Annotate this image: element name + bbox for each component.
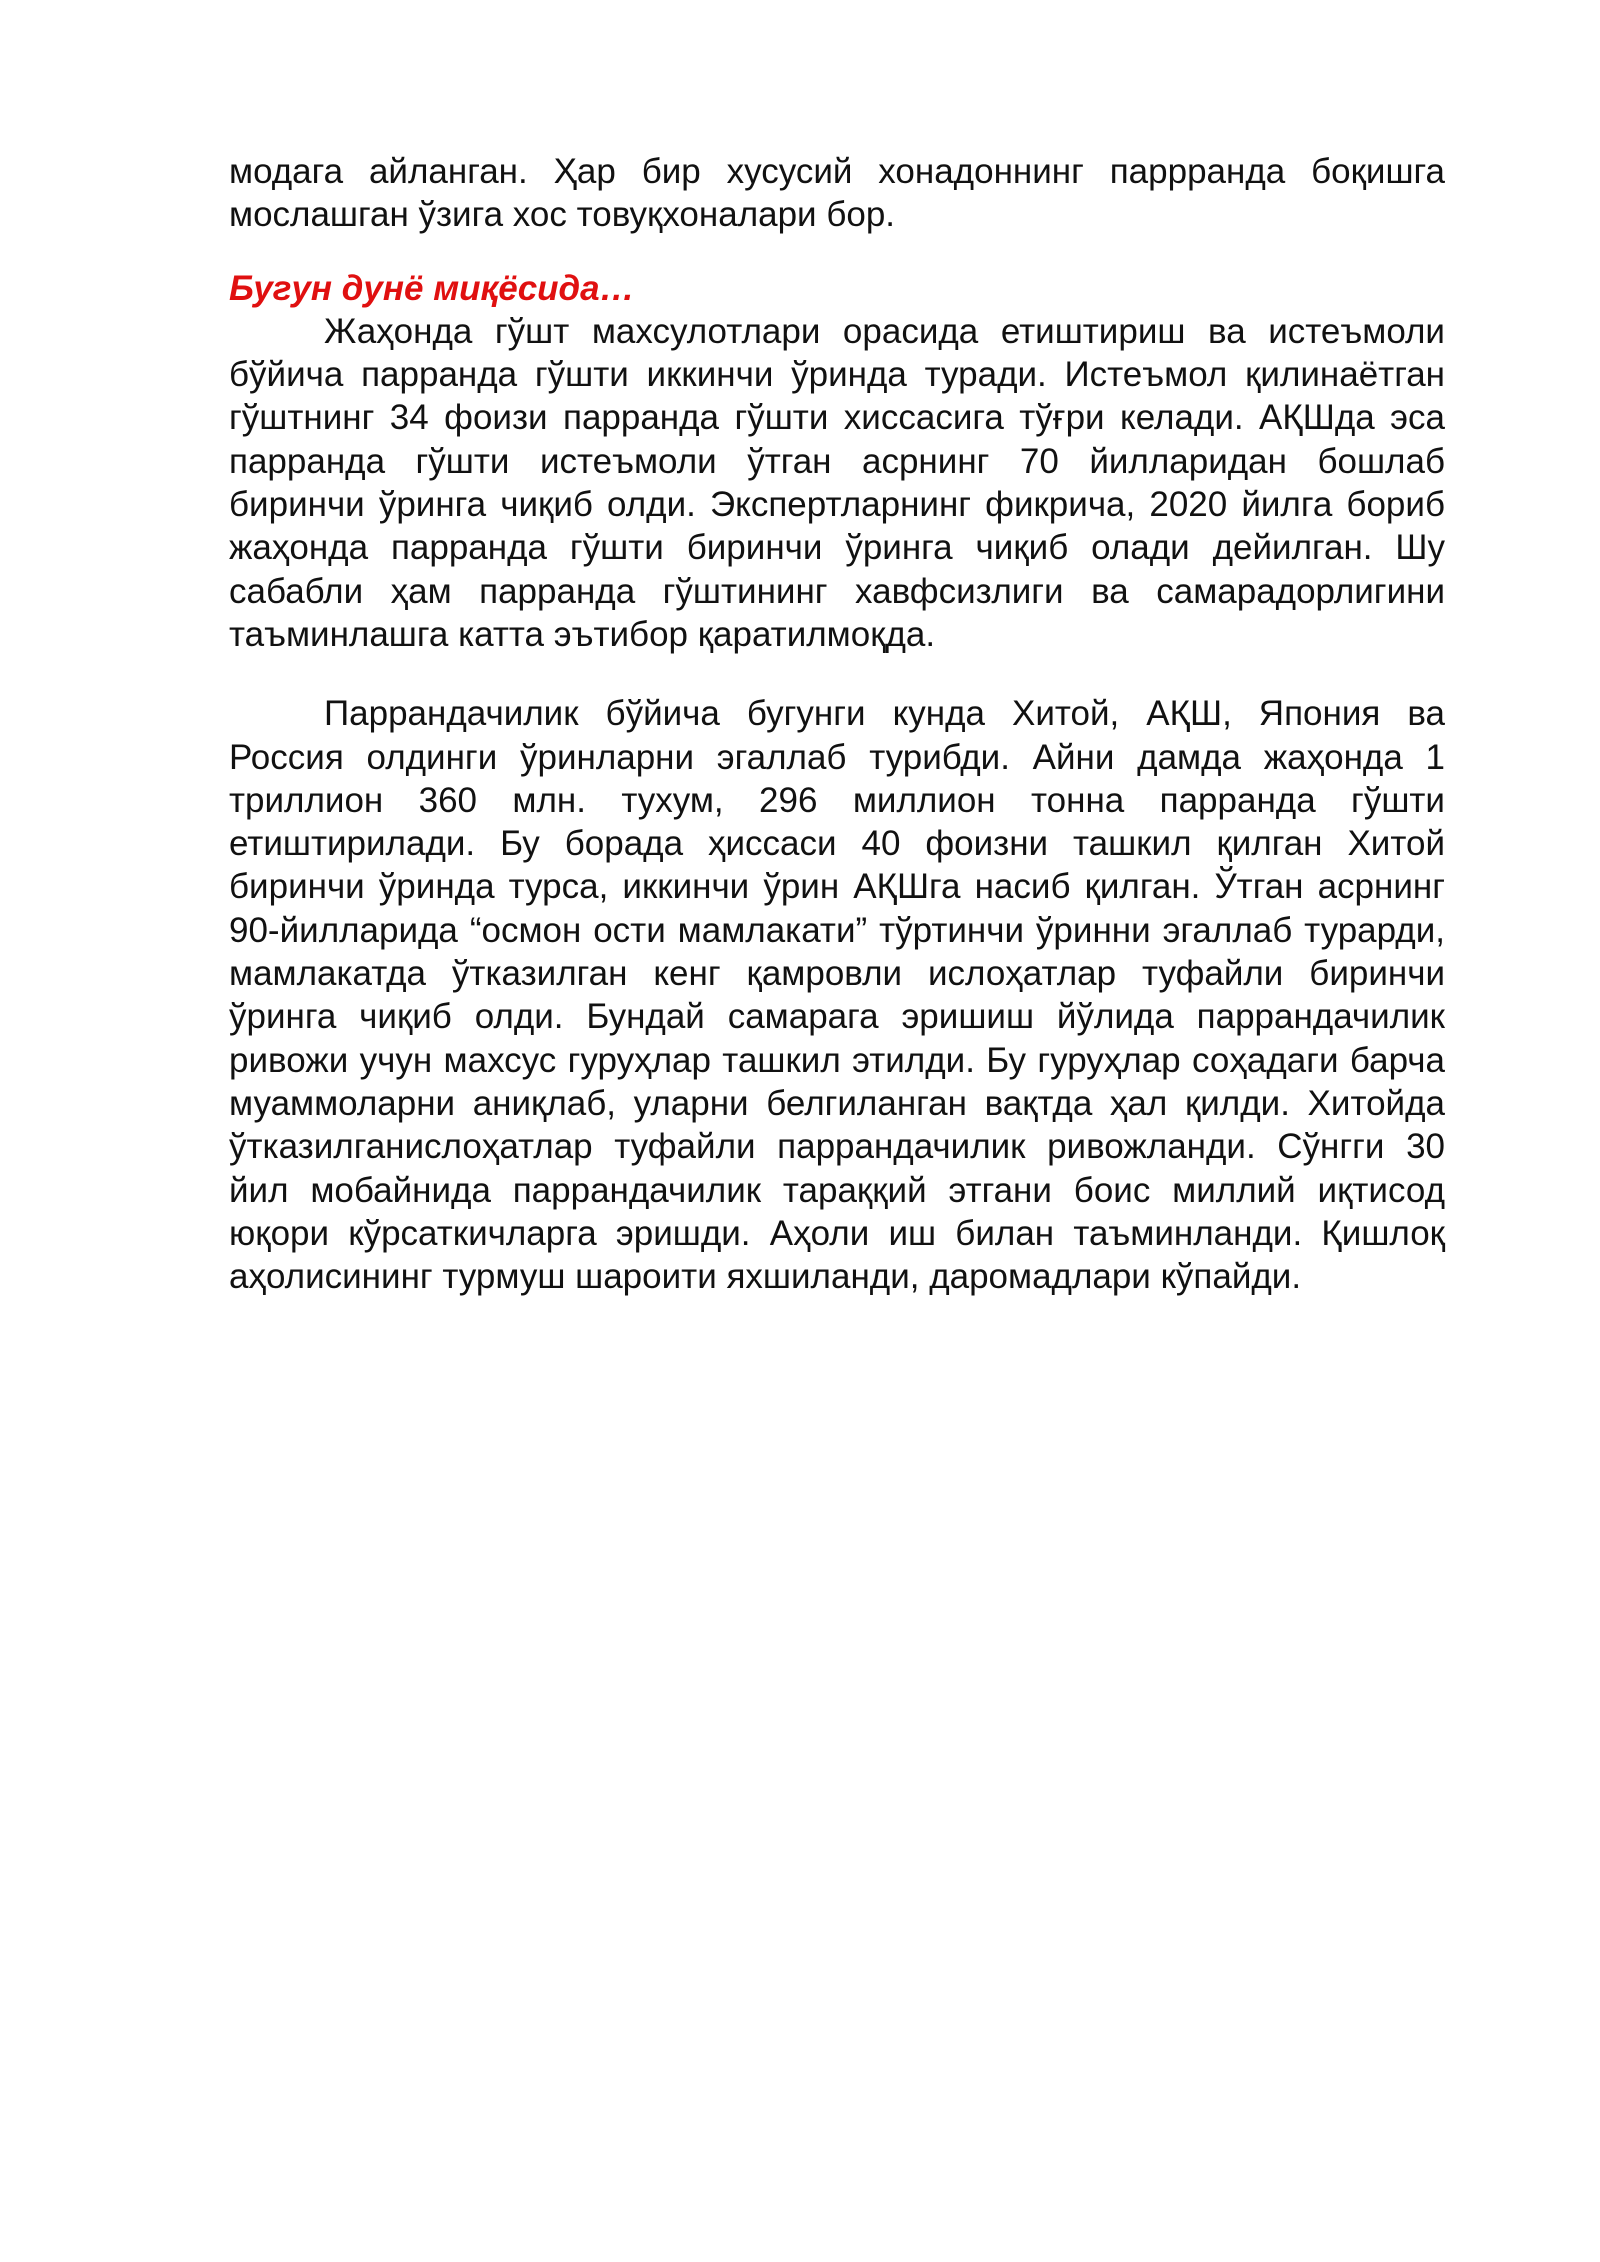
paragraph-spacer bbox=[229, 237, 1445, 267]
paragraph-world-poultry: Жаҳонда гўшт махсулотлари орасида етиштириш ва истеъмоли бўйича парранда гўшти иккинчи ўринда туради. Истеъмол қилинаётган гўштнинг 34 фоизи парранда гўшти хиссасига тўғри келади. АҚШда эса парранда гўшти истеъмоли ўтган асрнинг 70 йилларидан бошлаб биринчи ўринга чиқиб олди. Экспертларнинг фикрича, 2020 йилга бориб жаҳонда парранда гўшти биринчи ўринга чиқиб олади дейилган. Шу сабабли ҳам парранда гўштининг хавфсизлиги ва самарадорлигини таъминлашга катта эътибор қаратилмоқда. bbox=[229, 311, 1445, 654]
section-heading: Бугун дунё миқёсида… bbox=[229, 268, 635, 308]
paragraph-leading-countries: Паррандачилик бўйича бугунги кунда Хитой, АҚШ, Япония ва Россия олдинги ўринларни эгаллаб турибди. Айни дамда жаҳонда 1 триллион 360 млн. тухум, 296 миллион тонна парранда гўшти етиштирилади. Бу борада ҳиссаси 40 фоизни ташкил қилган Хитой биринчи ўринда турса, иккинчи ўрин АҚШга насиб қилган. Ўтган асрнинг 90-йилларида “осмон ости мамлакати” тўртинчи ўринни эгаллаб турарди, мамлакатда ўтказилган кенг қамровли ислоҳатлар туфайли биринчи ўринга чиқиб олди. Бундай самарага эришиш йўлида паррандачилик ривожи учун махсус гуруҳлар ташкил этилди. Бу гуруҳлар соҳадаги барча муаммоларни аниқлаб, уларни белгиланган вақтда ҳал қилди. Хитойда ўтказилганислоҳатлар туфайли паррандачилик ривожланди. Сўнгги 30 йил мобайнида паррандачилик тараққий этгани боис миллий иқтисод юқори кўрсаткичларга эришди. Аҳоли иш билан таъминланди. Қишлоқ аҳолисининг турмуш шароити яхшиланди, даромадлари кўпайди. bbox=[229, 694, 1445, 1297]
paragraph-spacer bbox=[229, 656, 1445, 692]
intro-paragraph: модага айланган. Ҳар бир хусусий хонадоннинг паррранда боқишга мослашган ўзига хос товуқхоналари бор. bbox=[229, 152, 1445, 235]
document-page bbox=[229, 150, 1445, 1298]
